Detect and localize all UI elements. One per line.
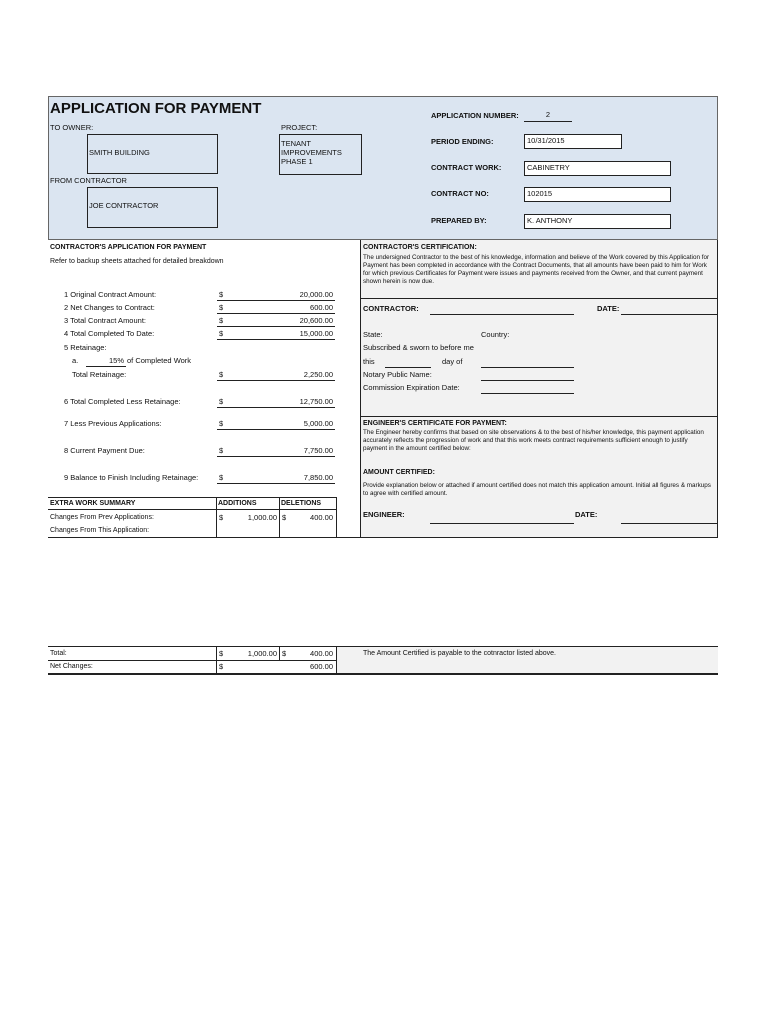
commission-label: Commission Expiration Date: — [363, 383, 460, 392]
totals-col-divider-1 — [216, 646, 217, 673]
month-line[interactable] — [481, 367, 574, 368]
underline — [217, 300, 335, 301]
currency-symbol: $ — [219, 473, 224, 482]
from-contractor-label: FROM CONTRACTOR — [50, 176, 127, 185]
currency-symbol: $ — [219, 397, 224, 406]
engineer-certificate-text: The Engineer hereby confirms that based on site observations & to the best of his/her knowledge, this payment application accurately reflects the progression of work and that this work meets contract requirements sufficient enough to justify payment in the amount certified below: — [363, 429, 704, 452]
application-section-title: CONTRACTOR'S APPLICATION FOR PAYMENT — [50, 244, 207, 251]
total-additions: 1,000.00 — [247, 649, 277, 658]
currency-symbol: $ — [219, 303, 224, 312]
total-contract-value: 20,600.00 — [299, 316, 333, 325]
original-contract-value: 20,000.00 — [299, 290, 333, 299]
sworn-label: Subscribed & sworn to before me — [363, 343, 474, 352]
engineer-date-label: DATE: — [575, 510, 598, 519]
currency-symbol: $ — [282, 649, 287, 658]
retainage-percent[interactable]: 15% — [108, 356, 124, 365]
period-ending-field[interactable]: 10/31/2015 — [524, 134, 622, 149]
contractor-name: JOE CONTRACTOR — [89, 201, 159, 210]
retainage-a-label: a. — [72, 356, 79, 365]
contract-work-field[interactable]: CABINETRY — [524, 161, 671, 176]
extra-work-header-border — [48, 509, 336, 510]
amount-certified-explanation: Provide explanation below or attached if amount certified does not match this application amount. Initial all figures & markups to agree with certified amount. — [363, 482, 711, 497]
country-label: Country: — [481, 330, 510, 339]
certification-title: CONTRACTOR'S CERTIFICATION: — [363, 244, 477, 251]
balance-to-finish-label: 9 Balance to Finish Including Retainage: — [64, 473, 199, 482]
day-of-label: day of — [442, 357, 463, 366]
underline — [217, 313, 335, 314]
prepared-by-label: PREPARED BY: — [431, 216, 487, 225]
total-deletions: 400.00 — [310, 649, 333, 658]
contractor-signature-label: CONTRACTOR: — [363, 304, 419, 313]
contract-no-field[interactable]: 102015 — [524, 187, 671, 202]
underline — [217, 339, 335, 340]
currency-symbol: $ — [219, 290, 224, 299]
previous-applications-label: 7 Less Previous Applications: — [64, 419, 162, 428]
application-number-value[interactable]: 2 — [545, 110, 551, 119]
contractor-signature-line[interactable] — [430, 314, 574, 315]
currency-symbol: $ — [219, 513, 224, 522]
underline — [217, 380, 335, 381]
application-number-label: APPLICATION NUMBER: — [431, 111, 519, 120]
completed-to-date-value: 15,000.00 — [299, 329, 333, 338]
original-contract-label: 1 Original Contract Amount: — [64, 290, 157, 299]
net-changes-summary-label: Net Changes: — [50, 663, 93, 670]
notary-line[interactable] — [481, 380, 574, 381]
total-contract-label: 3 Total Contract Amount: — [64, 316, 146, 325]
deletions-header: DELETIONS — [281, 500, 322, 507]
panel-divider — [360, 240, 361, 538]
certification-text: The undersigned Contractor to the best of his knowledge, information and believe of the Work covered by this Application for Payment has been completed in accordance with the Contract Documents, that all amounts have been paid to him for Work for which previous Certificates for Payment were issues and payments received from the Owner, and that current payment shown herein is now due. — [363, 254, 710, 285]
this-label: this — [363, 357, 375, 366]
currency-symbol: $ — [219, 419, 224, 428]
currency-symbol: $ — [219, 446, 224, 455]
prepared-by-field[interactable]: K. ANTHONY — [524, 214, 671, 229]
currency-symbol: $ — [282, 513, 287, 522]
commission-line[interactable] — [481, 393, 574, 394]
application-subtitle: Refer to backup sheets attached for detailed breakdown — [50, 258, 224, 265]
balance-to-finish-value: 7,850.00 — [303, 473, 333, 482]
current-payment-due-label: 8 Current Payment Due: — [64, 446, 145, 455]
underline — [217, 407, 335, 408]
project-line-1: TENANT — [281, 139, 311, 148]
prev-changes-deletions: 400.00 — [310, 513, 333, 522]
section-bottom-line — [48, 537, 718, 538]
engineer-certificate-title: ENGINEER'S CERTIFICATE FOR PAYMENT: — [363, 420, 507, 427]
prev-changes-label: Changes From Prev Applications: — [50, 514, 154, 521]
certification-divider-1 — [360, 298, 718, 299]
net-changes-summary-value: 600.00 — [310, 662, 333, 671]
page-title: APPLICATION FOR PAYMENT — [50, 100, 262, 117]
application-number-underline — [524, 121, 572, 122]
currency-symbol: $ — [219, 329, 224, 338]
contract-work-label: CONTRACT WORK: — [431, 163, 502, 172]
underline — [217, 456, 335, 457]
completed-less-retainage-value: 12,750.00 — [299, 397, 333, 406]
total-label: Total: — [50, 650, 67, 657]
panel-right-border — [717, 240, 718, 538]
retainage-label: 5 Retainage: — [64, 343, 107, 352]
project-line-2: IMPROVEMENTS — [281, 148, 342, 157]
extra-work-col-divider-2 — [279, 497, 280, 538]
totals-mid-border — [48, 660, 336, 661]
state-label: State: — [363, 330, 383, 339]
previous-applications-value: 5,000.00 — [303, 419, 333, 428]
completed-less-retainage-label: 6 Total Completed Less Retainage: — [64, 397, 181, 406]
engineer-signature-line[interactable] — [430, 523, 574, 524]
totals-bottom-border — [48, 673, 718, 675]
day-line[interactable] — [385, 367, 431, 368]
currency-symbol: $ — [219, 370, 224, 379]
contractor-date-line[interactable] — [621, 314, 718, 315]
underline — [217, 483, 335, 484]
payable-note: The Amount Certified is payable to the cotnractor listed above. — [363, 650, 556, 657]
underline — [217, 429, 335, 430]
project-line-3: PHASE 1 — [281, 157, 313, 166]
completed-to-date-label: 4 Total Completed To Date: — [64, 329, 155, 338]
owner-name: SMITH BUILDING — [89, 148, 150, 157]
currency-symbol: $ — [219, 662, 224, 671]
engineer-signature-label: ENGINEER: — [363, 510, 405, 519]
prev-changes-additions: 1,000.00 — [247, 513, 277, 522]
net-changes-value: 600.00 — [310, 303, 333, 312]
total-retainage-value: 2,250.00 — [303, 370, 333, 379]
total-retainage-label: Total Retainage: — [72, 370, 127, 379]
extra-work-top-border — [48, 497, 336, 498]
currency-symbol: $ — [219, 316, 224, 325]
additions-header: ADDITIONS — [218, 500, 257, 507]
extra-work-title: EXTRA WORK SUMMARY — [50, 500, 136, 507]
contract-no-label: CONTRACT NO: — [431, 189, 489, 198]
certification-divider-2 — [360, 416, 718, 417]
underline — [217, 326, 335, 327]
retainage-of-label: of Completed Work — [127, 356, 192, 365]
this-changes-label: Changes From This Application: — [50, 527, 150, 534]
notary-label: Notary Public Name: — [363, 370, 432, 379]
totals-col-divider-2 — [279, 646, 280, 660]
engineer-date-line[interactable] — [621, 523, 718, 524]
extra-work-col-divider-1 — [216, 497, 217, 538]
to-owner-label: TO OWNER: — [50, 123, 94, 132]
contractor-date-label: DATE: — [597, 304, 620, 313]
retainage-percent-underline — [86, 366, 126, 367]
extra-work-col-divider-3 — [336, 497, 337, 538]
amount-certified-label: AMOUNT CERTIFIED: — [363, 469, 435, 476]
current-payment-due-value: 7,750.00 — [303, 446, 333, 455]
totals-col-divider-3 — [336, 646, 337, 673]
project-label: PROJECT: — [281, 123, 318, 132]
net-changes-label: 2 Net Changes to Contract: — [64, 303, 155, 312]
currency-symbol: $ — [219, 649, 224, 658]
period-ending-label: PERIOD ENDING: — [431, 137, 494, 146]
